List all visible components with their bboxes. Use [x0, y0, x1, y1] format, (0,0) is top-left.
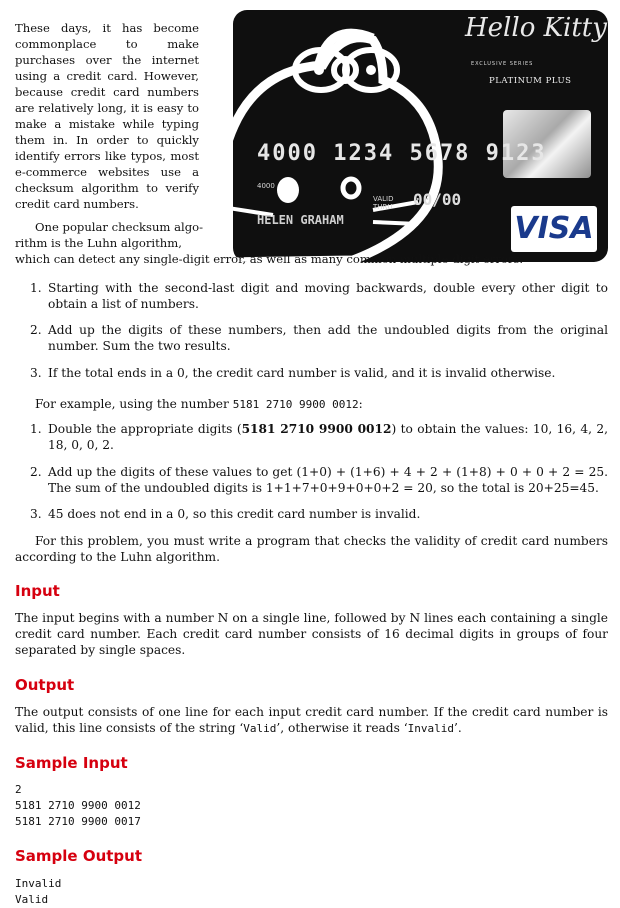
- step-text: Starting with the second-last digit and moving backwards, double every other digit to obtain a list of numbers.: [48, 281, 608, 311]
- output-text-b: ’, otherwise it reads ‘: [276, 721, 408, 735]
- step-number: 3.: [30, 507, 42, 521]
- step-text: [48, 421, 608, 453]
- sample-output-heading: Sample Output: [15, 847, 143, 865]
- visa-logo: VISA: [511, 206, 597, 252]
- step-number: 3.: [30, 366, 42, 380]
- sample-input-line: 5181 2710 9900 0012: [15, 799, 141, 812]
- algorithm-step: [30, 365, 608, 381]
- card-brand-logo: Hello Kitty: [465, 13, 607, 43]
- example-step: [30, 421, 608, 453]
- step-number: 2.: [30, 323, 42, 337]
- credit-card-image: [233, 10, 608, 262]
- step-text-a: Double the appropriate digits (: [48, 422, 242, 436]
- intro-paragraph-1: These days, it has become commonplace to make purchases over the internet using a credit card. However, because credit card numbers are relatively long, it is easy to make a mistake while typing them in. In order to quickly identify errors like typos, most e-commerce websites use a checksum algorithm to verify credit card numbers.: [15, 21, 199, 211]
- card-series-label: EXCLUSIVE SERIES: [471, 61, 534, 67]
- algorithm-step: [30, 322, 608, 354]
- card-small-number: 4000: [257, 182, 275, 190]
- card-tier-label: PLATINUM PLUS: [489, 76, 572, 86]
- intro-line-3: which can detect any single-digit error, as well as many common multiple-digit errors.: [15, 252, 524, 266]
- sample-output-block: [15, 876, 61, 908]
- step-number: 2.: [30, 465, 42, 479]
- sample-input-heading: Sample Input: [15, 754, 128, 772]
- step-text: Add up the digits of these numbers, then add the undoubled digits from the original number. Sum the two results.: [48, 323, 608, 353]
- sample-input-line: 2: [15, 783, 22, 796]
- valid-string: Valid: [243, 722, 277, 735]
- card-expiry: 00/00: [413, 190, 462, 209]
- output-text-c: ’.: [453, 721, 462, 735]
- sample-output-line: Invalid: [15, 877, 62, 890]
- step-text: 45 does not end in a 0, so this credit card number is invalid.: [48, 507, 421, 521]
- output-heading: Output: [15, 676, 75, 694]
- intro-line-1: One popular checksum algo-: [35, 220, 204, 234]
- card-holder-name: HELEN GRAHAM: [257, 213, 344, 227]
- example-intro: For example, using the number 5181 2710 9900 0012:: [35, 397, 363, 411]
- sample-input-line: 5181 2710 9900 0017: [15, 815, 141, 828]
- step-number: 1.: [30, 422, 42, 436]
- step-text: If the total ends in a 0, the credit card number is valid, and it is invalid otherwise.: [48, 366, 556, 380]
- valid-thru-label: VALID THRU: [373, 195, 394, 211]
- card-number: 4000 1234 5678 9123: [257, 141, 547, 166]
- input-description: The input begins with a number N on a single line, followed by N lines each containing a single credit card number. Each credit card number consists of 16 decimal digits in groups of four separated by single spaces.: [15, 611, 608, 657]
- example-intro-text: For example, using the number: [35, 397, 229, 411]
- task-paragraph: For this problem, you must write a program that checks the validity of credit card numbers according to the Luhn algorithm.: [15, 534, 608, 564]
- sample-input-block: [15, 782, 141, 830]
- intro-line-2: rithm is the Luhn algorithm,: [15, 236, 182, 250]
- output-text-a: The output consists of one line for each input credit card number. If the credit card number is valid, this line consists of the string ‘: [15, 705, 608, 735]
- example-step: [30, 464, 608, 496]
- invalid-string: Invalid: [407, 722, 454, 735]
- output-description: [15, 704, 608, 737]
- example-number: 5181 2710 9900 0012: [232, 398, 359, 411]
- sample-output-line: Valid: [15, 893, 49, 906]
- example-step: [30, 506, 608, 522]
- step-text: Add up the digits of these values to get (1+0) + (1+6) + 4 + 2 + (1+8) + 0 + 0 + 2 = 25. The sum of the undoubled digits is 1+1+7+0+9+0+0+2 = 20, so the total is 20+25=45.: [48, 465, 608, 495]
- input-heading: Input: [15, 582, 60, 600]
- bold-digits: 5181 2710 9900 0012: [241, 422, 392, 436]
- step-number: 1.: [30, 281, 42, 295]
- step-text-b: ) to obtain the values: 10, 16, 4, 2, 18, 0, 0, 2.: [48, 422, 608, 452]
- algorithm-step: [30, 280, 608, 312]
